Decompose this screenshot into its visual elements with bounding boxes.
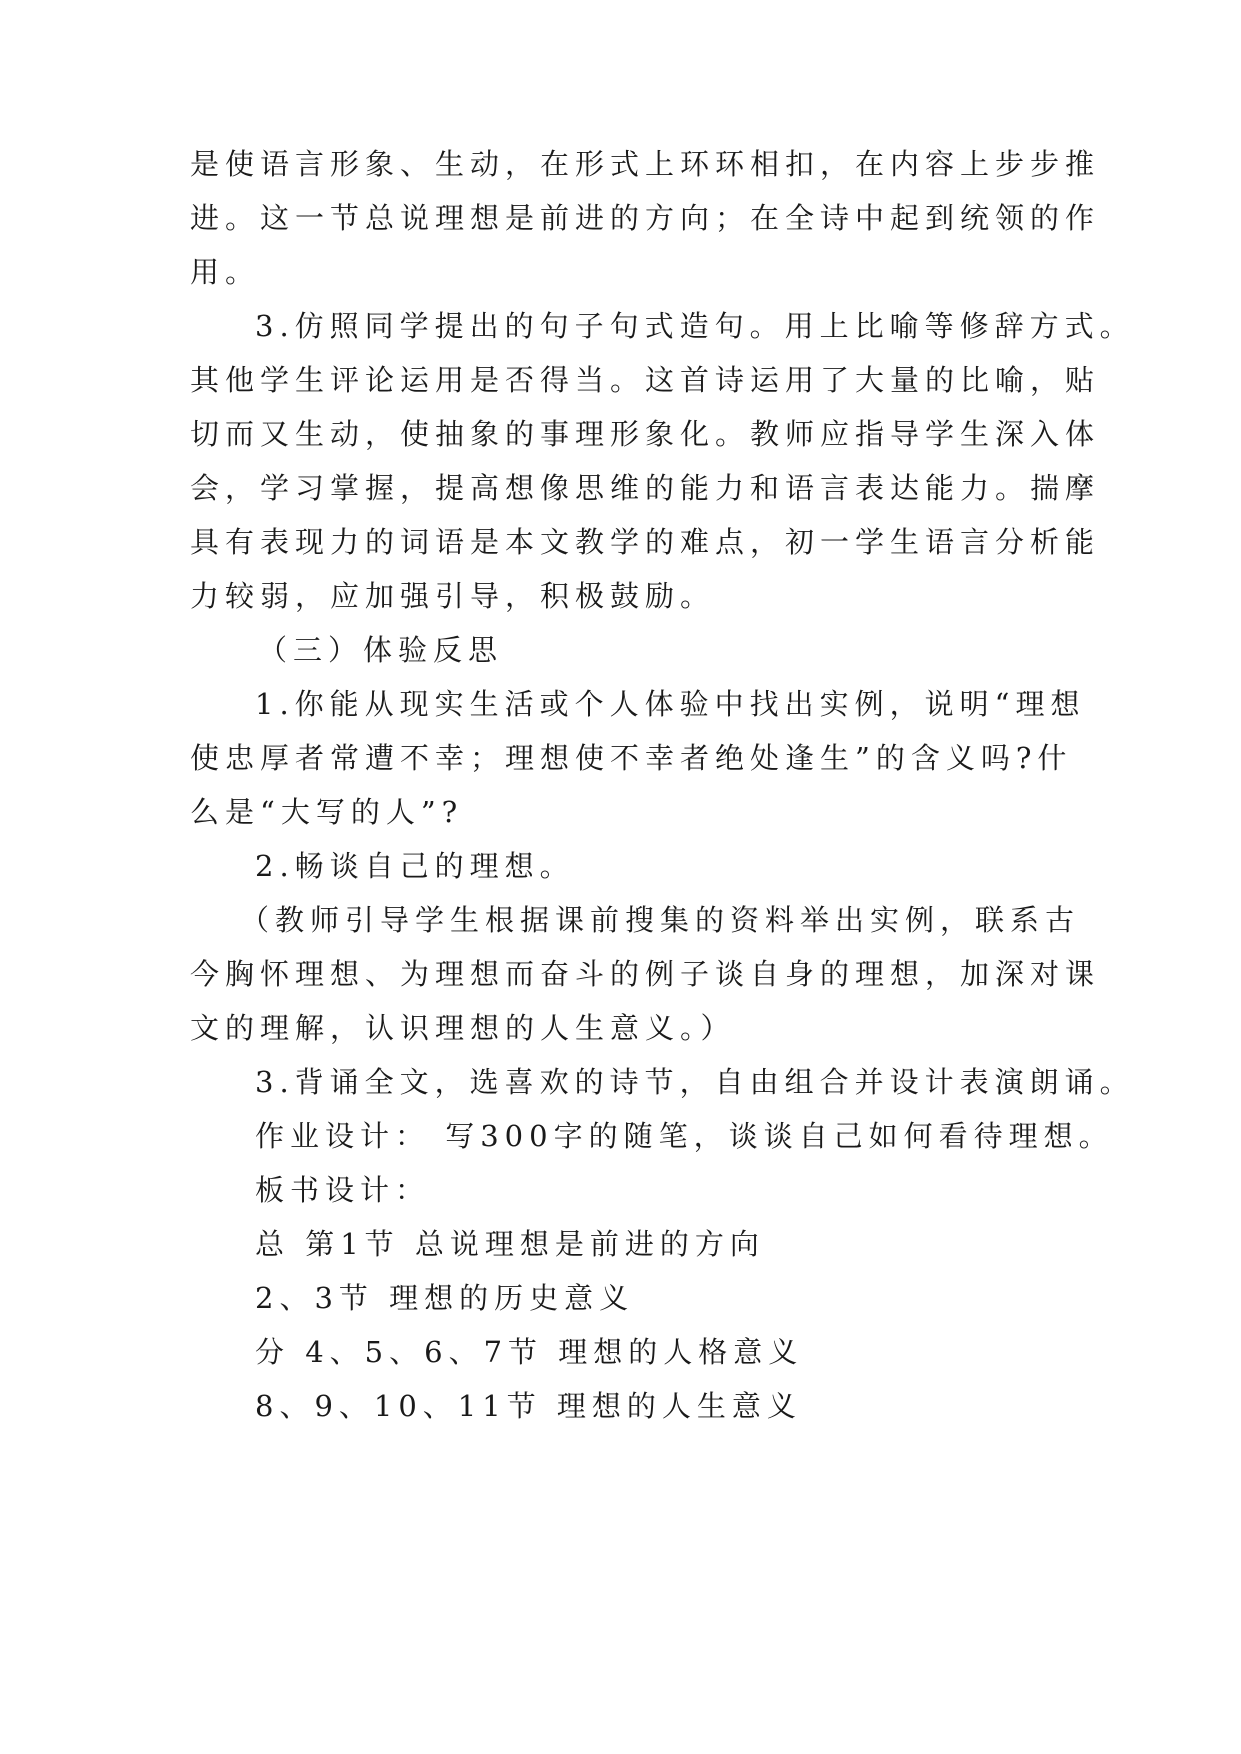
board-design-heading: 板书设计：: [255, 1173, 431, 1207]
board-line-4: 8、9、10、11节 理想的人生意义: [255, 1389, 802, 1423]
reflect-1-line-2: 使忠厚者常遭不幸；理想使不幸者绝处逢生”的含义吗?什: [190, 741, 1073, 775]
item-3-line-2: 其他学生评论运用是否得当。这首诗运用了大量的比喻，贴: [190, 363, 1101, 397]
paragraph-line-3: 用。: [190, 255, 261, 289]
board-line-1: 总 第1节 总说理想是前进的方向: [255, 1227, 765, 1261]
homework-design: 作业设计： 写300字的随笔，谈谈自己如何看待理想。: [255, 1119, 1114, 1153]
item-3-line-6: 力较弱，应加强引导，积极鼓励。: [190, 579, 716, 613]
paragraph-line-1: 是使语言形象、生动，在形式上环环相扣，在内容上步步推: [190, 147, 1101, 181]
item-3-line-3: 切而又生动，使抽象的事理形象化。教师应指导学生深入体: [190, 417, 1101, 451]
board-line-2: 2、3节 理想的历史意义: [255, 1281, 635, 1315]
reflect-3: 3.背诵全文，选喜欢的诗节，自由组合并设计表演朗诵。: [255, 1065, 1135, 1099]
reflect-1-line-1: 1.你能从现实生活或个人体验中找出实例，说明“理想: [255, 687, 1086, 721]
reflect-2: 2.畅谈自己的理想。: [255, 849, 575, 883]
reflect-1-line-3: 么是“大写的人”?: [190, 795, 464, 829]
teacher-note-line-3: 文的理解，认识理想的人生意义。）: [190, 1011, 736, 1045]
item-3-line-1: 3.仿照同学提出的句子句式造句。用上比喻等修辞方式。: [255, 309, 1135, 343]
section-heading: （三）体验反思: [258, 633, 504, 667]
board-line-3: 分 4、5、6、7节 理想的人格意义: [255, 1335, 804, 1369]
teacher-note-line-1: （教师引导学生根据课前搜集的资料举出实例，联系古: [240, 903, 1081, 937]
item-3-line-5: 具有表现力的词语是本文教学的难点，初一学生语言分析能: [190, 525, 1101, 559]
paragraph-line-2: 进。这一节总说理想是前进的方向；在全诗中起到统领的作: [190, 201, 1101, 235]
item-3-line-4: 会，学习掌握，提高想像思维的能力和语言表达能力。揣摩: [190, 471, 1101, 505]
teacher-note-line-2: 今胸怀理想、为理想而奋斗的例子谈自身的理想，加深对课: [190, 957, 1101, 991]
